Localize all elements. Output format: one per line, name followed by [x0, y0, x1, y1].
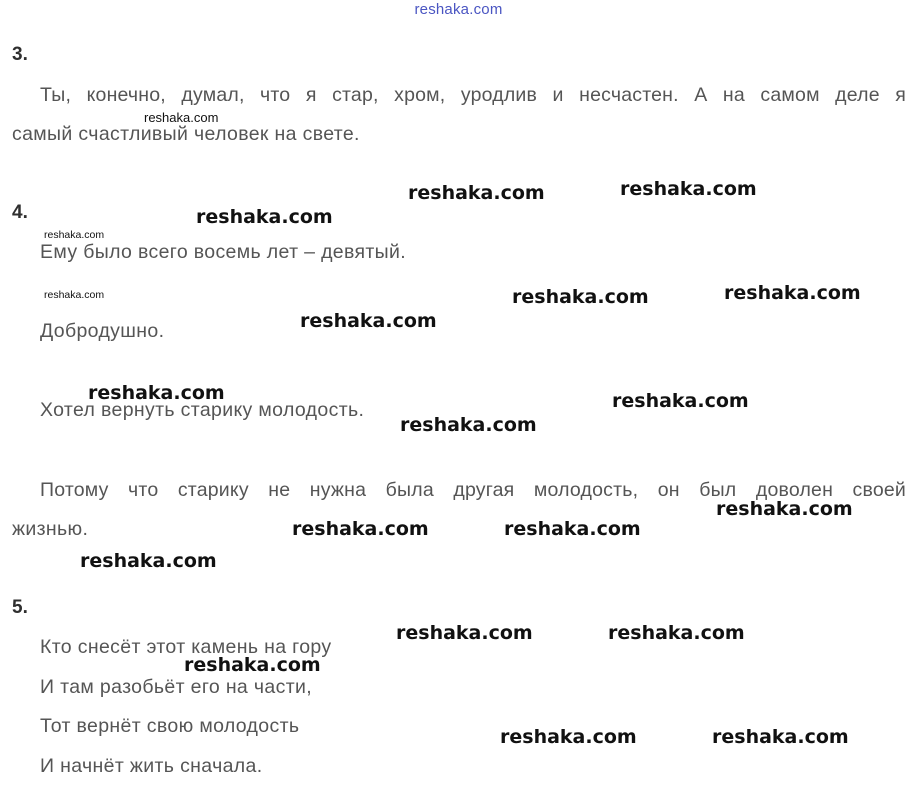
watermark: reshaka.com [88, 382, 225, 404]
section-4-answer-1: Ему было всего восемь лет – девятый. [40, 241, 407, 263]
watermark: reshaka.com [400, 414, 537, 436]
verse-line: Тот вернёт свою молодость [40, 715, 300, 737]
watermark: reshaka.com [712, 726, 849, 748]
watermark: reshaka.com [504, 518, 641, 540]
watermark: reshaka.com [716, 498, 853, 520]
watermark: reshaka.com [408, 182, 545, 204]
watermark: reshaka.com [620, 178, 757, 200]
watermark: reshaka.com [184, 654, 321, 676]
section-4-answer-3: Хотел вернуть старику молодость. [40, 399, 365, 421]
section-4-answer-4-line-2: жизнью. [12, 518, 89, 540]
verse-line: Кто снесёт этот камень на гору [40, 636, 332, 658]
verse-line: И там разобьёт его на части, [40, 676, 312, 698]
header-site-watermark: reshaka.com [414, 1, 503, 18]
watermark: reshaka.com [608, 622, 745, 644]
watermark: reshaka.com [724, 282, 861, 304]
section-number-5: 5. [12, 597, 28, 618]
watermark: reshaka.com [44, 289, 105, 301]
section-4-answer-2: Добродушно. [40, 320, 165, 342]
section-number-3: 3. [12, 44, 28, 65]
watermark: reshaka.com [196, 206, 333, 228]
watermark: reshaka.com [292, 518, 429, 540]
watermark: reshaka.com [44, 229, 105, 241]
watermark: reshaka.com [500, 726, 637, 748]
section-4-answer-4-line-1: Потому что старику не нужна была другая молодость, он был доволен своей [40, 479, 906, 501]
watermark: reshaka.com [396, 622, 533, 644]
watermark: reshaka.com [144, 110, 219, 125]
watermark: reshaka.com [300, 310, 437, 332]
watermark: reshaka.com [512, 286, 649, 308]
watermark: reshaka.com [80, 550, 217, 572]
section-3-line-1: Ты, конечно, думал, что я стар, хром, уродлив и несчастен. А на самом деле я [40, 84, 906, 106]
verse-line: И начнёт жить сначала. [40, 755, 263, 777]
section-3-line-2: самый счастливый человек на свете. [12, 123, 360, 145]
section-number-4: 4. [12, 202, 28, 223]
watermark: reshaka.com [612, 390, 749, 412]
